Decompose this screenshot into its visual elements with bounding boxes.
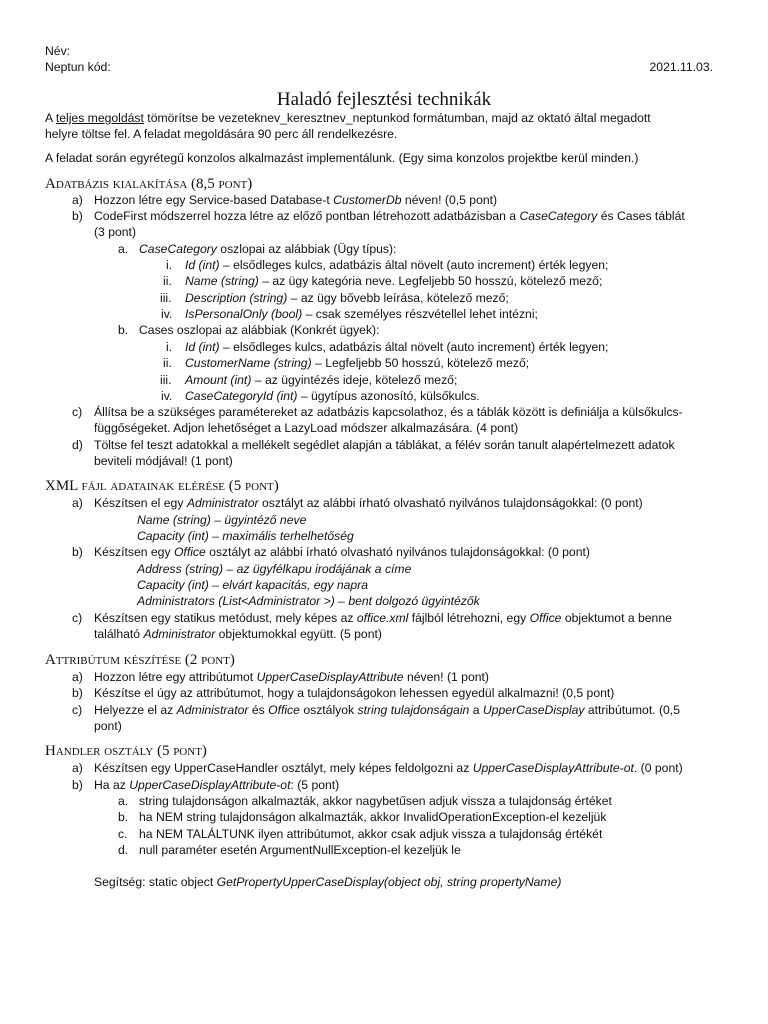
list-item: Id (int) – elsődleges kulcs, adatbázis által növelt (auto increment) érték legyen; — [185, 340, 609, 354]
list-marker: a. — [118, 794, 129, 808]
property-line: Capacity (int) – maximális terhelhetőség — [137, 529, 354, 543]
list-item: Cases oszlopai az alábbiak (Konkrét ügyek): — [139, 323, 380, 337]
intro-line-1: A teljes megoldást tömörítse be vezeteknev_keresztnev_neptunkod formátumban, majd az oktató által megadott — [45, 111, 651, 125]
list-item: CodeFirst módszerrel hozza létre az előző pontban létrehozott adatbázisban a CaseCategory és Cases táblát — [94, 209, 685, 223]
list-marker: iv. — [161, 389, 173, 403]
section-heading-handler: Handler osztály (5 pont) — [45, 743, 207, 759]
list-marker: ii. — [163, 356, 172, 370]
section-heading-attribute: Attribútum készítése (2 pont) — [45, 652, 235, 668]
list-item: CustomerName (string) – Legfeljebb 50 hosszú, kötelező mező; — [185, 356, 530, 370]
list-marker: a) — [72, 496, 83, 510]
list-marker: c. — [118, 827, 128, 841]
intro-line-2: helyre töltse fel. A feladat megoldására 90 perc áll rendelkezésre. — [45, 127, 398, 141]
property-line: Administrators (List<Administrator >) – bent dolgozó ügyintézők — [137, 594, 480, 608]
list-item: Készítse el úgy az attribútumot, hogy a tulajdonságokon lehessen egyedül alkalmazni! (0,5 pont) — [94, 686, 615, 700]
list-item: Ha az UpperCaseDisplayAttribute-ot: (5 pont) — [94, 778, 340, 792]
property-line: Name (string) – ügyintéző neve — [137, 513, 307, 527]
list-marker: b) — [72, 778, 83, 792]
list-item: Helyezze el az Administrator és Office osztályok string tulajdonságain a UpperCaseDisplay attribútumot. (0,5 — [94, 703, 680, 717]
list-item: Id (int) – elsődleges kulcs, adatbázis által növelt (auto increment) érték legyen; — [185, 258, 609, 272]
help-text: Segítség: static object GetPropertyUpperCaseDisplay(object obj, string propertyName) — [94, 875, 562, 889]
list-item: Állítsa be a szükséges paramétereket az adatbázis kapcsolathoz, és a táblák között is definiálja a külsőkulcs- — [94, 405, 683, 419]
list-marker: a) — [72, 761, 83, 775]
list-marker: i. — [166, 340, 173, 354]
list-marker: b) — [72, 209, 83, 223]
list-marker: a. — [118, 242, 129, 256]
list-marker: d. — [118, 843, 129, 857]
list-item: null paraméter esetén ArgumentNullException-el kezeljük le — [139, 843, 461, 857]
list-marker: d) — [72, 438, 83, 452]
list-item: IsPersonalOnly (bool) – csak személyes részvétellel lehet intézni; — [185, 307, 538, 321]
page-title: Haladó fejlesztési technikák — [276, 89, 492, 110]
section-heading-xml: XML fájl adatainak elérése (5 pont) — [45, 478, 279, 494]
list-item-continued: (3 pont) — [94, 225, 137, 239]
list-marker: b) — [72, 545, 83, 559]
list-item-continued: pont) — [94, 719, 122, 733]
date: 2021.11.03. — [649, 60, 713, 74]
list-item: Töltse fel teszt adatokkal a mellékelt segédlet alapján a táblákat, a félév során tanult alapértelmezett adatok — [94, 438, 675, 452]
list-marker: ii. — [163, 274, 172, 288]
list-item: Hozzon létre egy attribútumot UpperCaseDisplayAttribute néven! (1 pont) — [94, 670, 489, 684]
list-marker: iii. — [160, 291, 172, 305]
list-marker: a) — [72, 193, 83, 207]
property-line: Capacity (int) – elvárt kapacitás, egy napra — [137, 578, 368, 592]
list-item: Hozzon létre egy Service-based Database-t CustomerDb néven! (0,5 pont) — [94, 193, 498, 207]
list-marker: c) — [72, 405, 83, 419]
list-item: ha NEM string tulajdonságon alkalmazták, akkor InvalidOperationException-el kezeljük — [139, 810, 607, 824]
list-item: Name (string) – az ügy kategória neve. Legfeljebb 50 hosszú, kötelező mező; — [185, 274, 603, 288]
list-marker: b) — [72, 686, 83, 700]
list-item-continued: beviteli módjával! (1 pont) — [94, 454, 233, 468]
list-marker: c) — [72, 703, 83, 717]
list-item-continued: található Administrator objektumokkal együtt. (5 pont) — [94, 627, 382, 641]
list-item-continued: függőségeket. Adjon lehetőséget a LazyLoad módszer alkalmazására. (4 pont) — [94, 421, 519, 435]
list-item: Amount (int) – az ügyintézés ideje, kötelező mező; — [185, 373, 458, 387]
list-item: string tulajdonságon alkalmazták, akkor nagybetűsen adjuk vissza a tulajdonság értéket — [139, 794, 612, 808]
list-item: ha NEM TALÁLTUNK ilyen attribútumot, akkor csak adjuk vissza a tulajdonság értékét — [139, 827, 603, 841]
list-marker: a) — [72, 670, 83, 684]
list-item: Készítsen el egy Administrator osztályt az alábbi írható olvasható nyilvános tulajdonságokkal: (0 pont) — [94, 496, 643, 510]
list-item: CaseCategory oszlopai az alábbiak (Ügy típus): — [139, 242, 397, 256]
neptun-label: Neptun kód: — [45, 60, 111, 74]
list-marker: iii. — [160, 373, 172, 387]
list-item: CaseCategoryId (int) – ügytípus azonosító, külsőkulcs. — [185, 389, 480, 403]
section-heading-database: Adatbázis kialakítása (8,5 pont) — [45, 176, 253, 192]
list-item: Description (string) – az ügy bővebb leírása, kötelező mező; — [185, 291, 509, 305]
list-marker: b. — [118, 810, 129, 824]
property-line: Address (string) – az ügyfélkapu irodájának a címe — [137, 562, 412, 576]
list-marker: i. — [166, 258, 173, 272]
list-marker: c) — [72, 611, 83, 625]
list-item: Készítsen egy UpperCaseHandler osztályt, mely képes feldolgozni az UpperCaseDisplayAttribute-ot. (0 pont) — [94, 761, 683, 775]
list-marker: iv. — [161, 307, 173, 321]
list-marker: b. — [118, 323, 129, 337]
name-label: Név: — [45, 44, 71, 58]
intro-line-3: A feladat során egyrétegű konzolos alkalmazást implementálunk. (Egy sima konzolos projektbe kerül minden.) — [45, 151, 639, 165]
list-item: Készítsen egy statikus metódust, mely képes az office.xml fájlból létrehozni, egy Office objektumot a benne — [94, 611, 672, 625]
list-item: Készítsen egy Office osztályt az alábbi írható olvasható nyilvános tulajdonságokkal: (0 pont) — [94, 545, 590, 559]
